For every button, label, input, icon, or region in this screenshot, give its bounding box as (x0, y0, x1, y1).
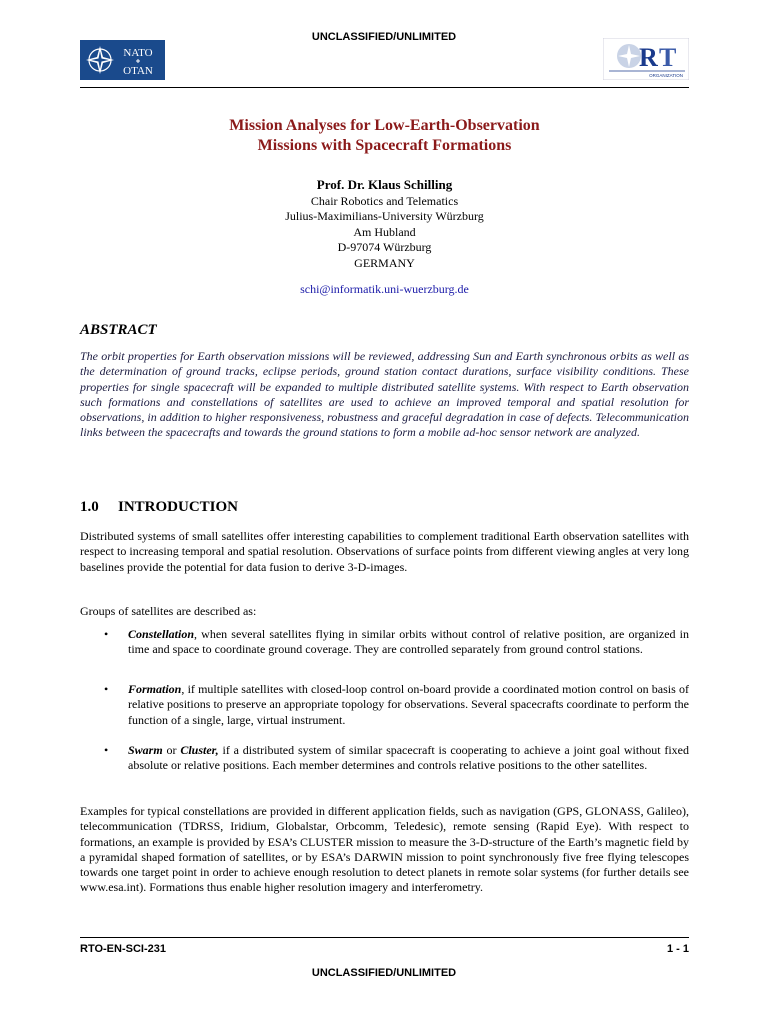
title-line-2: Missions with Spacecraft Formations (257, 137, 512, 154)
list-connector: or (162, 743, 181, 757)
list-term: Swarm (128, 743, 163, 757)
bullet-icon: • (104, 743, 109, 757)
list-item-constellation (104, 627, 689, 658)
affiliation-line: GERMANY (354, 255, 415, 270)
list-term-2: Cluster, (180, 743, 219, 757)
svg-text:R: R (639, 43, 658, 72)
bullet-icon: • (104, 627, 109, 641)
paper-title (80, 116, 689, 156)
list-text: , when several satellites flying in similar orbits without control of relative position, are organized in time and space to coordinate ground coverage. They are controlled separately from ground control stations. (128, 627, 689, 657)
section-heading-introduction (80, 499, 238, 516)
header-rule (80, 87, 689, 88)
section-title: INTRODUCTION (118, 499, 239, 515)
intro-paragraph-2: Groups of satellites are described as: (80, 604, 257, 618)
affiliation-line: Am Hubland (353, 224, 416, 239)
list-text: , if multiple satellites with closed-loop control on-board provide a coordinated motion control on basis of relative positions to preserve an appropriate topology for observations. Several spacecrafts coordinate to perform the function of a single, large, virtual instrument. (128, 682, 689, 727)
list-term: Constellation (128, 627, 195, 641)
abstract-text: The orbit properties for Earth observation missions will be reviewed, addressing Sun and Earth synchronous orbits as well as the determination of ground tracks, eclipse periods, ground station contact durations, surface visibility conditions. These properties for single spacecraft will be expanded to multiple distributed satellite systems. With respect to Earth observation such formations and constellations of satellites are used to achieve an improved temporal and spatial resolution for observations, in addition to higher responsiveness, robustness and graceful degradation in case of defects. Telecommunication links between the spacecrafts and towards the ground stations to form a mobile ad-hoc sensor network are analyzed. (80, 349, 689, 440)
author-block (80, 177, 689, 271)
intro-paragraph-1: Distributed systems of small satellites offer interesting capabilities to complement traditional Earth observation satellites with respect to increasing temporal and spatial resolution. Observations of surface points from different viewing angles at very long baselines provide the potential for data fusion to derive 3-D-images. (80, 529, 689, 574)
classification-header: UNCLASSIFIED/UNLIMITED (311, 31, 457, 43)
list-text: if a distributed system of similar spacecraft is cooperating to achieve a joint goal without fixed absolute or relative positions. Each member determines and controls relative positions to the other satellites. (128, 743, 689, 773)
abstract-heading: ABSTRACT (80, 322, 157, 338)
author-name: Prof. Dr. Klaus Schilling (316, 177, 453, 192)
svg-text:T: T (659, 43, 677, 72)
list-item-formation (104, 682, 689, 728)
footer-rule (80, 937, 689, 938)
classification-footer: UNCLASSIFIED/UNLIMITED (311, 967, 457, 979)
affiliation-line: D-97074 Würzburg (337, 240, 432, 254)
nato-otan-logo (80, 40, 165, 80)
section-number: 1.0 (80, 499, 99, 515)
author-email-link[interactable]: schi@informatik.uni-wuerzburg.de (300, 282, 469, 296)
affiliation-line: Chair Robotics and Telematics (310, 193, 459, 208)
page-number: 1 - 1 (666, 943, 689, 955)
bullet-icon: • (104, 682, 109, 696)
document-id: RTO-EN-SCI-231 (80, 943, 166, 955)
list-term: Formation (128, 682, 182, 696)
intro-paragraph-3: Examples for typical constellations are provided in different application fields, such as navigation (GPS, GLONASS, Galileo), telecommunication (TDRSS, Iridium, Globalstar, Orbcomm, Teledesic), remote sensing (Rapid Eye). With respect to formations, an example is provided by ESA’s CLUSTER mission to measure the 3-D-structure of the Earth’s magnetic field by a pyramidal shaped formation of satellites, or by ESA’s DARWIN mission to point synchronously five free flying telescopes towards one target point in order to achieve enough resolution to detect planets in remote solar systems (for further details see www.esa.int). Formations thus enable higher resolution imagery and interferometry. (80, 804, 689, 895)
rto-logo (603, 38, 689, 80)
otan-text: OTAN (123, 65, 153, 77)
nato-text: NATO (123, 47, 153, 59)
title-line-1: Mission Analyses for Low-Earth-Observation (229, 117, 540, 134)
list-item-swarm (104, 743, 689, 774)
affiliation-line: Julius-Maximilians-University Würzburg (285, 209, 484, 223)
rto-organization-text: ORGANIZATION (649, 73, 683, 78)
